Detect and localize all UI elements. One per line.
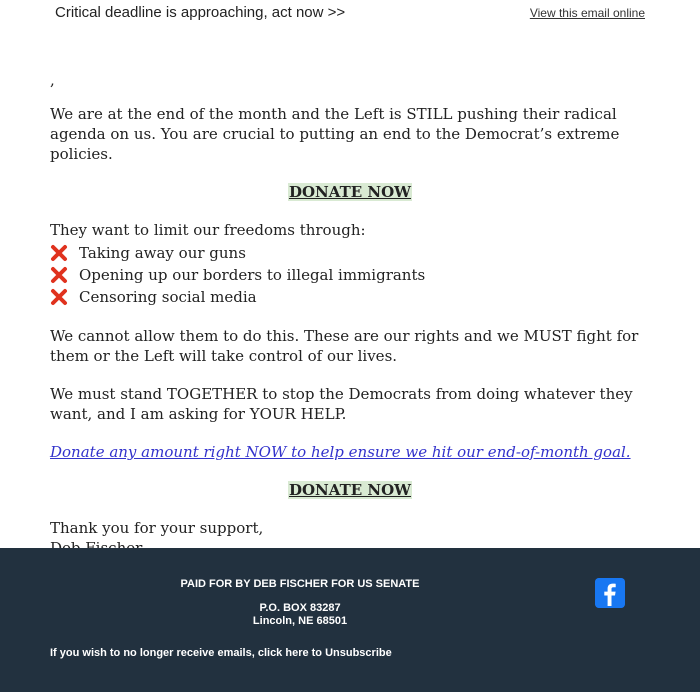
email-body xyxy=(50,70,650,558)
together-paragraph: We must stand TOGETHER to stop the Democrats from doing whatever they want, and I am asking for YOUR HELP. xyxy=(50,385,633,423)
donate-now-button-top[interactable]: DONATE NOW xyxy=(288,183,412,201)
list-item xyxy=(50,264,650,286)
intro-paragraph: We are at the end of the month and the Left is STILL pushing their radical agenda on us. You are crucial to putting an end to the Democrat’s extreme policies. xyxy=(50,105,620,163)
reasons-list xyxy=(50,242,650,308)
donate-row-bottom xyxy=(50,480,650,500)
list-item-text: Opening up our borders to illegal immigrants xyxy=(79,266,426,284)
address-line-1: P.O. BOX 83287 xyxy=(259,602,341,614)
list-item xyxy=(50,286,650,308)
red-x-icon xyxy=(50,288,68,306)
donate-any-amount-link[interactable]: Donate any amount right NOW to help ensure we hit our end-of-month goal. xyxy=(50,443,631,461)
mailing-address xyxy=(0,602,600,628)
list-item xyxy=(50,242,650,264)
paid-for-disclaimer: PAID FOR BY DEB FISCHER FOR US SENATE xyxy=(180,578,420,590)
red-x-icon xyxy=(50,244,68,262)
red-x-icon xyxy=(50,266,68,284)
list-item-text: Taking away our guns xyxy=(79,244,246,262)
preheader-teaser: Critical deadline is approaching, act now >> xyxy=(55,4,346,21)
donate-row-top xyxy=(50,182,650,202)
unsubscribe-link[interactable]: If you wish to no longer receive emails, click here to Unsubscribe xyxy=(50,647,392,659)
facebook-icon[interactable] xyxy=(595,578,625,608)
footer xyxy=(0,548,700,692)
donate-now-button-bottom[interactable]: DONATE NOW xyxy=(288,481,412,499)
greeting: , xyxy=(50,71,55,89)
view-online-link[interactable]: View this email online xyxy=(529,6,645,20)
preheader-bar xyxy=(0,0,700,30)
address-line-2: Lincoln, NE 68501 xyxy=(252,615,348,627)
rights-paragraph: We cannot allow them to do this. These are our rights and we MUST fight for them or the Left will take control of our lives. xyxy=(50,327,639,365)
signoff-thanks: Thank you for your support, xyxy=(50,519,264,537)
list-intro: They want to limit our freedoms through: xyxy=(50,221,366,239)
list-item-text: Censoring social media xyxy=(79,288,257,306)
